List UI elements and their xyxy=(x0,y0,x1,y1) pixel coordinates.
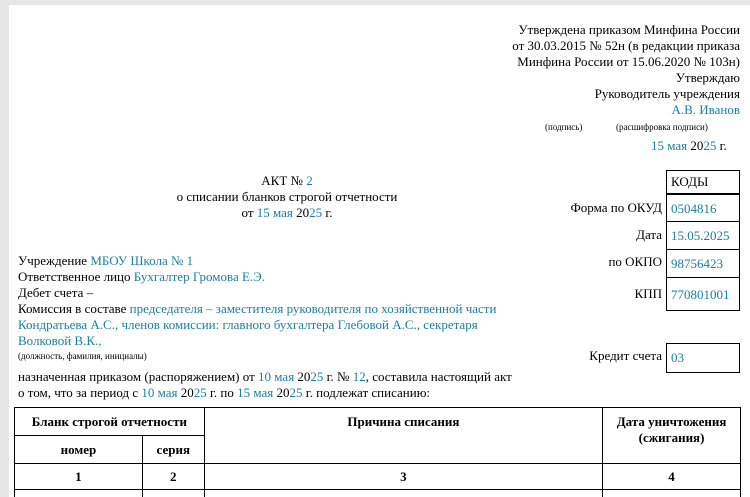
approval-date-year-prefix: 20 xyxy=(690,138,703,153)
document-page xyxy=(9,5,750,497)
table-index-row xyxy=(15,464,741,490)
act-date-prefix: от xyxy=(241,205,253,220)
head-name: А.В. Иванов xyxy=(671,102,740,118)
period-from: 10 мая xyxy=(141,385,177,400)
date-label: Дата xyxy=(636,227,662,243)
table-row xyxy=(15,490,741,497)
table-cell xyxy=(142,490,204,497)
table-cell xyxy=(204,490,602,497)
commission-text-1: председателя – заместителя руководителя по хозяйственной части xyxy=(130,301,497,316)
act-date-year-prefix: 20 xyxy=(296,205,309,220)
credit-label: Кредит счета xyxy=(589,348,662,364)
blanks-table xyxy=(14,407,741,497)
period-to: 15 мая xyxy=(237,385,273,400)
approval-date-day: 15 xyxy=(651,138,664,153)
commission-label: Комиссия в составе xyxy=(18,301,126,316)
table-cell xyxy=(15,490,143,497)
commission-line-1 xyxy=(18,301,496,317)
header-destroy-line-2: (сжигания) xyxy=(603,430,740,446)
order-number: 12 xyxy=(353,369,366,384)
order-text-1: назначенная приказом (распоряжением) от xyxy=(18,369,255,384)
period-to-year-suffix: 25 xyxy=(290,385,303,400)
approval-date-tail: г. xyxy=(716,138,726,153)
act-date-year-suffix: 25 xyxy=(309,205,322,220)
header-blank: Бланк строгой отчетности xyxy=(15,408,205,436)
act-number: 2 xyxy=(306,173,313,188)
header-destroy-line-1: Дата уничтожения xyxy=(603,414,740,430)
decode-caption: (расшифровка подписи) xyxy=(616,122,708,133)
approval-date xyxy=(651,138,727,154)
act-subtitle: о списании бланков строгой отчетности xyxy=(162,189,412,205)
header-series: серия xyxy=(142,436,204,464)
commission-text-2: Кондратьева А.С., членов комиссии: главного бухгалтера Глебовой А.С., секретаря xyxy=(18,317,478,333)
order-year-prefix: 20 xyxy=(297,369,310,384)
order-date: 10 мая xyxy=(258,369,294,384)
period-to-year-prefix: 20 xyxy=(277,385,290,400)
approval-date-month: мая xyxy=(667,138,687,153)
date-value: 15.05.2025 xyxy=(666,221,740,250)
approval-date-year-suffix: 25 xyxy=(703,138,716,153)
index-3: 3 xyxy=(204,464,602,490)
commission-text-3: Волковой В.К., xyxy=(18,333,102,349)
header-number: номер xyxy=(15,436,143,464)
period-text-1: о том, что за период с xyxy=(18,385,138,400)
act-title-prefix: АКТ № xyxy=(261,173,303,188)
institution-value: МБОУ Школа № 1 xyxy=(90,253,193,268)
period-line xyxy=(18,385,430,401)
order-line xyxy=(18,369,512,385)
responsible-value: Бухгалтер Громова Е.Э. xyxy=(134,269,265,284)
approve-label: Утверждаю xyxy=(676,70,740,86)
signature-caption: (подпись) xyxy=(545,122,582,133)
act-date-value: 15 мая xyxy=(257,205,293,220)
order-text-2: г. № xyxy=(323,369,349,384)
index-2: 2 xyxy=(142,464,204,490)
institution-line xyxy=(18,253,193,269)
period-from-year-prefix: 20 xyxy=(181,385,194,400)
debit-label: Дебет счета – xyxy=(18,285,93,301)
period-text-2: г. по xyxy=(207,385,234,400)
index-1: 1 xyxy=(15,464,143,490)
order-text-3: , составила настоящий акт xyxy=(366,369,512,384)
kpp-label: КПП xyxy=(635,286,662,302)
head-title: Руководитель учреждения xyxy=(595,86,740,102)
act-date xyxy=(182,205,392,221)
institution-label: Учреждение xyxy=(18,253,87,268)
okpo-value: 98756423 xyxy=(666,249,740,278)
table-cell xyxy=(603,490,741,497)
responsible-label: Ответственное лицо xyxy=(18,269,131,284)
responsible-line xyxy=(18,269,265,285)
period-from-year-suffix: 25 xyxy=(194,385,207,400)
header-destroy-date xyxy=(603,408,741,464)
act-title xyxy=(182,173,392,189)
okpo-label: по ОКПО xyxy=(608,254,662,270)
okud-value: 0504816 xyxy=(666,194,740,222)
period-text-3: г. подлежат списанию: xyxy=(303,385,431,400)
table-header-row-1 xyxy=(15,408,741,436)
credit-value: 03 xyxy=(666,343,740,373)
header-reason: Причина списания xyxy=(204,408,602,464)
codes-header: КОДЫ xyxy=(666,170,740,194)
commission-caption: (должность, фамилия, инициалы) xyxy=(18,351,147,362)
approval-line-1: Утверждена приказом Минфина России xyxy=(518,22,740,38)
index-4: 4 xyxy=(603,464,741,490)
approval-line-2: от 30.03.2015 № 52н (в редакции приказа xyxy=(512,38,740,54)
act-date-tail: г. xyxy=(322,205,332,220)
order-year-suffix: 25 xyxy=(310,369,323,384)
kpp-value: 770801001 xyxy=(666,277,740,311)
okud-label: Форма по ОКУД xyxy=(571,200,663,216)
approval-line-3: Минфина России от 15.06.2020 № 103н) xyxy=(517,54,740,70)
